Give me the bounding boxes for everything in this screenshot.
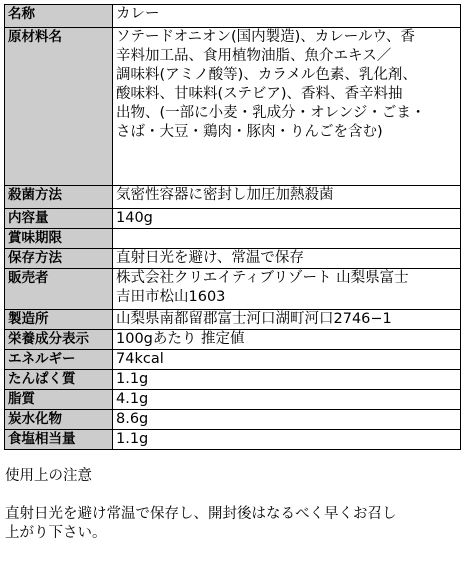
row-value: ソテードオニオン(国内製造)、カレールウ、香 辛料加工品、食用植物油脂、魚介エキス／ 調味料(アミノ酸等)、カラメル色素、乳化剤、 酸味料、甘味料(ステビア)、香料、香辛料抽 出物、(一部に小麦・乳成分・オレンジ・ごま・ さば・大豆・鶏肉・豚肉・りんごを含む) — [113, 28, 461, 186]
row-value: 8.6g — [113, 410, 461, 430]
food-label-table — [4, 4, 461, 450]
usage-notes — [5, 448, 460, 562]
row-key: 保存方法 — [5, 249, 113, 269]
row-key: 原材料名 — [5, 28, 113, 186]
label-row-energy — [5, 350, 461, 370]
label-row-seller — [5, 269, 461, 310]
row-value: 140g — [113, 209, 461, 229]
row-value: 気密性容器に密封し加圧加熱殺菌 — [113, 186, 461, 209]
label-row-protein — [5, 370, 461, 390]
row-key: 脂質 — [5, 390, 113, 410]
label-row-sterilization — [5, 186, 461, 209]
row-key: 食塩相当量 — [5, 430, 113, 450]
row-key: たんぱく質 — [5, 370, 113, 390]
row-key: 製造所 — [5, 310, 113, 330]
row-value: 100gあたり 推定値 — [113, 330, 461, 350]
row-key: 炭水化物 — [5, 410, 113, 430]
row-key: 販売者 — [5, 269, 113, 310]
row-key: 名称 — [5, 5, 113, 28]
row-value: 4.1g — [113, 390, 461, 410]
label-row-fat — [5, 390, 461, 410]
row-key: エネルギー — [5, 350, 113, 370]
row-value: カレー — [113, 5, 461, 28]
label-row-name — [5, 5, 461, 28]
row-value: 74kcal — [113, 350, 461, 370]
row-key: 内容量 — [5, 209, 113, 229]
usage-notes-text: 直射日光を避け常温で保存し、開封後はなるべく早くお召し 上がり下さい。 — [5, 506, 397, 541]
label-row-salt — [5, 430, 461, 450]
label-row-nutrition-header — [5, 330, 461, 350]
row-value: 直射日光を避け、常温で保存 — [113, 249, 461, 269]
label-row-best-before — [5, 229, 461, 249]
row-value: 1.1g — [113, 430, 461, 450]
row-key: 栄養成分表示 — [5, 330, 113, 350]
row-key: 殺菌方法 — [5, 186, 113, 209]
row-value: 1.1g — [113, 370, 461, 390]
row-value — [113, 229, 461, 249]
row-key: 賞味期限 — [5, 229, 113, 249]
label-row-carbohydrate — [5, 410, 461, 430]
label-row-net-content — [5, 209, 461, 229]
row-value: 株式会社クリエイティブリゾート 山梨県富士 吉田市松山1603 — [113, 269, 461, 310]
label-row-ingredients — [5, 28, 461, 186]
label-row-manufacturer — [5, 310, 461, 330]
row-value: 山梨県南都留郡富士河口湖町河口2746−1 — [113, 310, 461, 330]
usage-notes-title: 使用上の注意 — [5, 468, 92, 484]
label-row-storage — [5, 249, 461, 269]
